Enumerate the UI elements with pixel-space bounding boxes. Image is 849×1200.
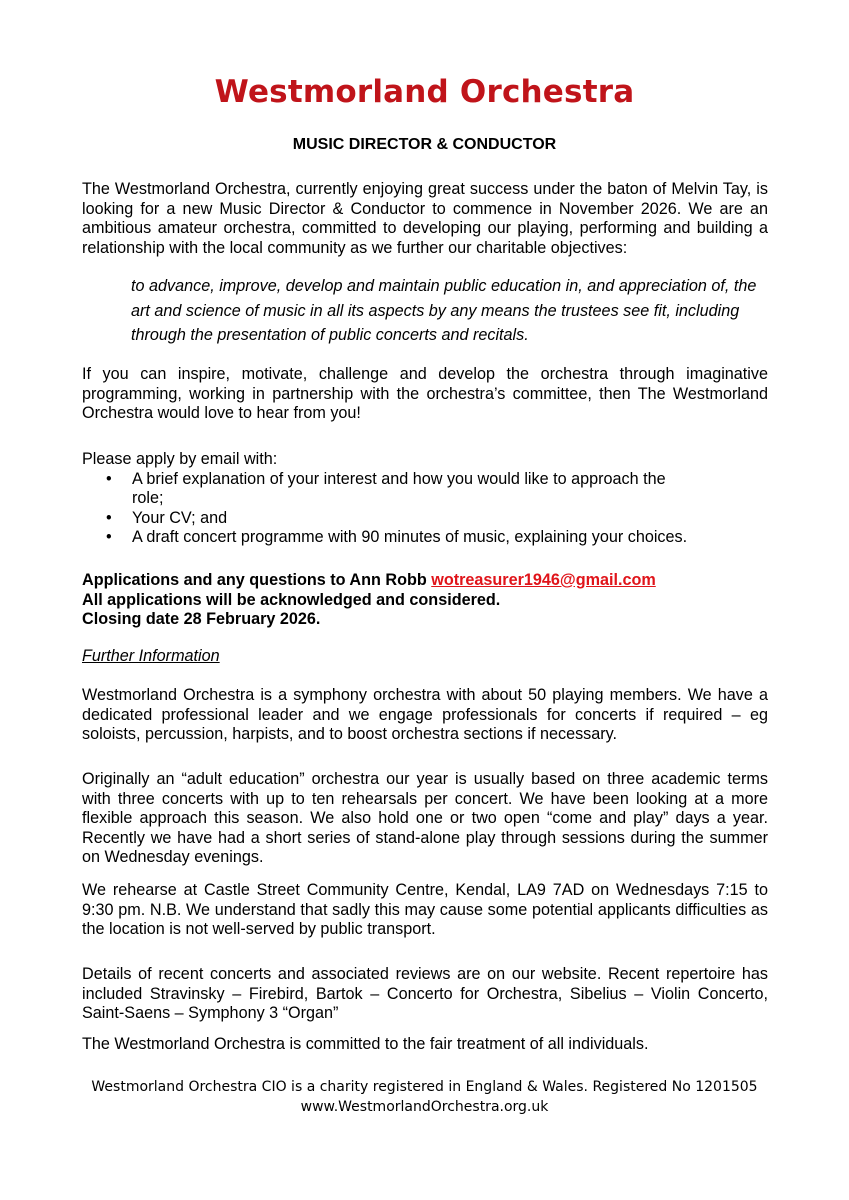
repertoire-paragraph: Details of recent concerts and associated reviews are on our website. Recent repertoire has included Stravinsky – Firebird, Bartok – Concerto for Orchestra, Sibelius – Violin Concerto, Saint-Saens – Symphony 3 “Organ” xyxy=(82,965,768,1023)
apply-section xyxy=(82,450,768,548)
apply-lead: Please apply by email with: xyxy=(82,450,278,468)
fairness-paragraph: The Westmorland Orchestra is committed to the fair treatment of all individuals. xyxy=(82,1035,649,1053)
bullet-icon: • xyxy=(106,528,112,547)
list-item xyxy=(82,509,768,529)
list-item xyxy=(82,470,768,509)
contact-line xyxy=(82,571,768,591)
contact-block xyxy=(82,571,768,630)
bullet-icon: • xyxy=(106,508,112,527)
list-item-text: A draft concert programme with 90 minutes of music, explaining your choices. xyxy=(132,528,688,547)
list-item-text: Your CV; and xyxy=(132,508,228,527)
membership-paragraph: Westmorland Orchestra is a symphony orchestra with about 50 playing members. We have a dedicated professional leader and we engage professionals for concerts if required – eg soloists, percussion, harpists, and to boost orchestra sections if necessary. xyxy=(82,686,768,744)
closing-date-line: Closing date 28 February 2026. xyxy=(82,610,321,629)
list-item xyxy=(82,528,768,548)
contact-prefix: Applications and any questions to Ann Robb xyxy=(82,571,432,589)
inspire-paragraph: If you can inspire, motivate, challenge and develop the orchestra through imaginative programming, working in partnership with the orchestra’s committee, then The Westmorland Orchestra would love to hear from you! xyxy=(82,365,768,423)
acknowledgement-line: All applications will be acknowledged and considered. xyxy=(82,590,501,609)
list-item-text: A brief explanation of your interest and how you would like to approach the role; xyxy=(132,469,666,508)
page-subtitle: MUSIC DIRECTOR & CONDUCTOR xyxy=(292,136,557,153)
website-link[interactable]: www.WestmorlandOrchestra.org.uk xyxy=(300,1099,549,1115)
schedule-paragraph: Originally an “adult education” orchestra our year is usually based on three academic terms with three concerts with up to ten rehearsals per concert. We have been looking at a more flexible approach this season. We also hold one or two open “come and play” days a year. Recently we have had a short series of stand-alone play through sessions during the summer on Wednesday evenings. xyxy=(82,770,768,867)
apply-requirements-list xyxy=(82,470,768,548)
rehearsal-paragraph: We rehearse at Castle Street Community Centre, Kendal, LA9 7AD on Wednesdays 7:15 to 9:30 pm. N.B. We understand that sadly this may cause some potential applicants difficulties as the location is not well-served by public transport. xyxy=(82,881,768,939)
page-title: Westmorland Orchestra xyxy=(214,74,635,110)
footer xyxy=(0,1077,849,1117)
further-info-heading: Further Information xyxy=(82,647,220,665)
objectives-quote: to advance, improve, develop and maintain public education in, and appreciation of, the art and science of music in all its aspects by any means the trustees see fit, including through the presentation of public concerts and recitals. xyxy=(131,277,757,344)
intro-paragraph: The Westmorland Orchestra, currently enjoying great success under the baton of Melvin Tay, is looking for a new Music Director & Conductor to commence in November 2026. We are an ambitious amateur orchestra, committed to developing our playing, performing and building a relationship with the local community as we further our charitable objectives: xyxy=(82,180,768,257)
bullet-icon: • xyxy=(106,469,112,488)
charity-statement: Westmorland Orchestra CIO is a charity registered in England & Wales. Registered No 1201505 xyxy=(91,1079,758,1095)
email-link[interactable]: wotreasurer1946@gmail.com xyxy=(431,571,656,589)
